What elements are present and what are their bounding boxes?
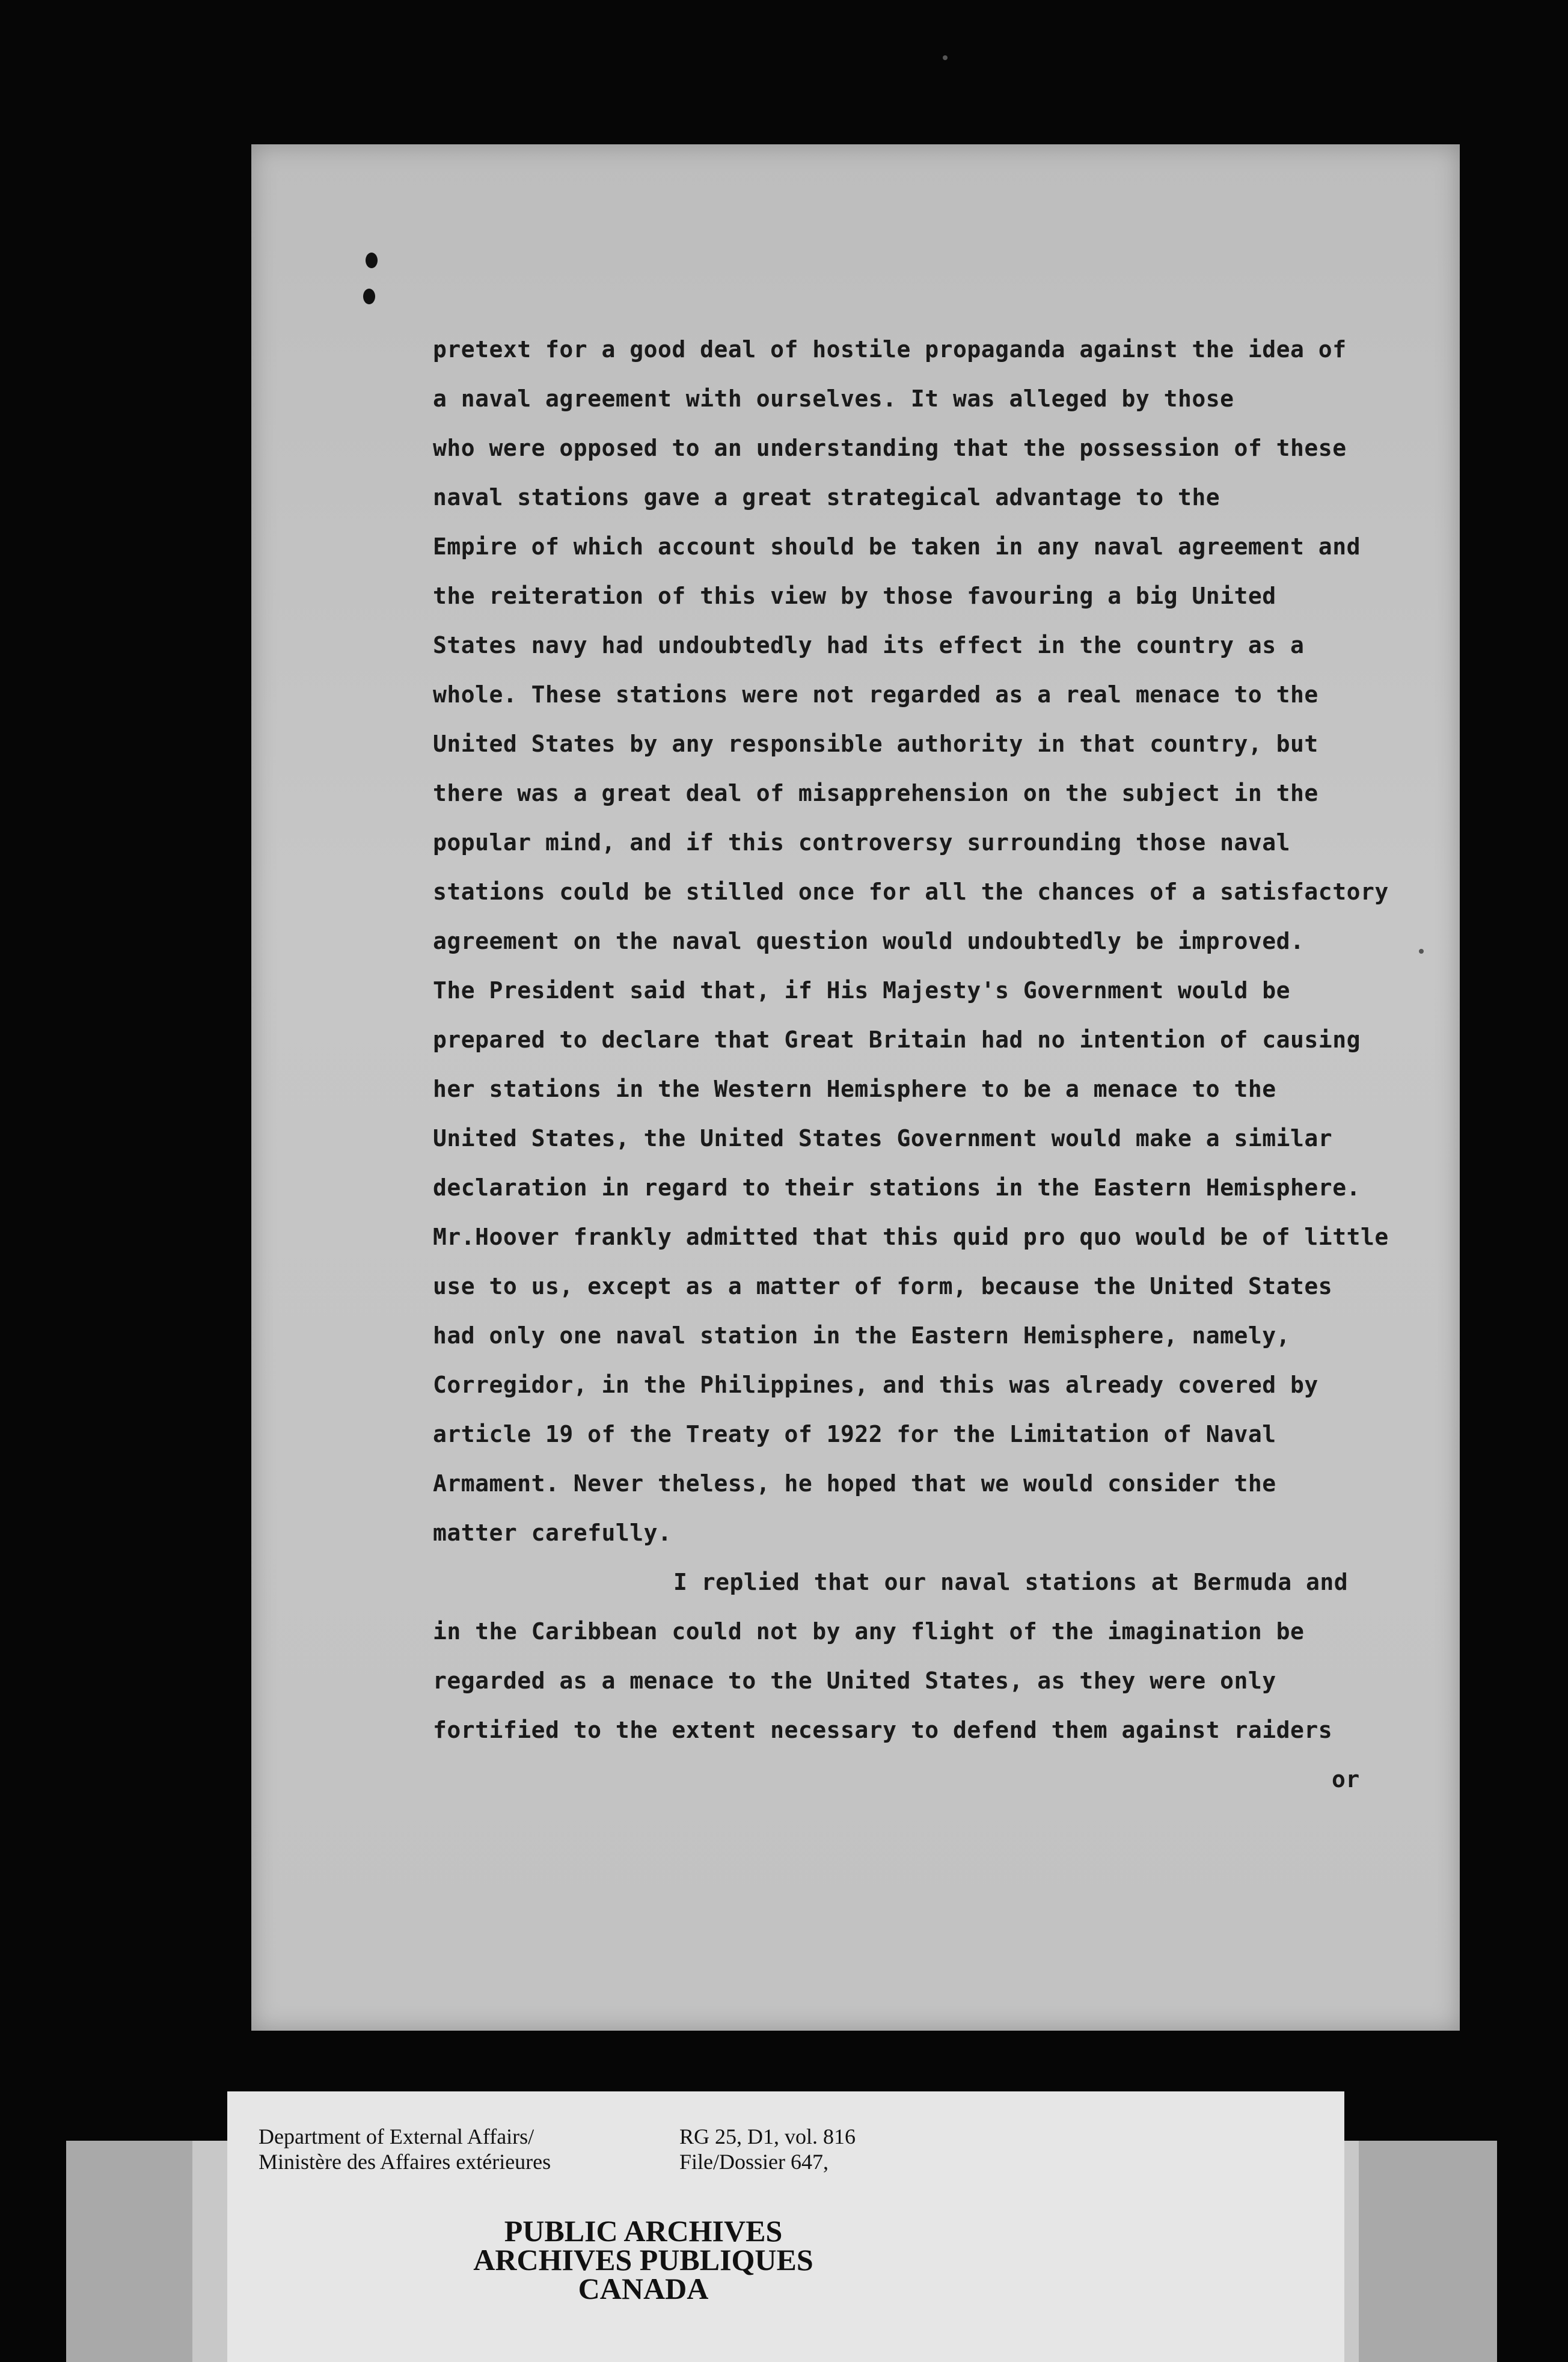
text-line: article 19 of the Treaty of 1922 for the Limitation of Naval	[433, 1421, 1276, 1447]
text-line: Corregidor, in the Philippines, and this was already covered by	[433, 1372, 1318, 1398]
text-line: stations could be stilled once for all the chances of a satisfactory	[433, 879, 1389, 905]
record-group: RG 25, D1, vol. 816	[679, 2124, 856, 2149]
text-line: declaration in regard to their stations in the Eastern Hemisphere.	[433, 1174, 1361, 1201]
film-speck	[1419, 949, 1424, 954]
reference-block	[679, 2124, 856, 2174]
text-line: regarded as a menace to the United States, as they were only	[433, 1667, 1276, 1694]
film-speck	[943, 55, 948, 60]
text-line: had only one naval station in the Eastern Hemisphere, namely,	[433, 1322, 1291, 1349]
document-page	[251, 144, 1460, 2031]
department-block	[259, 2124, 551, 2174]
text-line: Empire of which account should be taken in any naval agreement and	[433, 533, 1361, 560]
text-line: there was a great deal of misapprehension on the subject in the	[433, 780, 1318, 806]
text-line: popular mind, and if this controversy surrounding those naval	[433, 829, 1291, 856]
label-tab-right	[1359, 2141, 1497, 2362]
punch-hole-bottom	[363, 289, 375, 304]
archives-en: PUBLIC ARCHIVES	[504, 2214, 783, 2248]
text-line: in the Caribbean could not by any flight of the imagination be	[433, 1618, 1305, 1645]
label-tab-left	[66, 2141, 192, 2362]
text-line: her stations in the Western Hemisphere to be a menace to the	[433, 1076, 1276, 1102]
text-line: prepared to declare that Great Britain had no intention of causing	[433, 1026, 1361, 1053]
text-line: pretext for a good deal of hostile propaganda against the idea of	[433, 336, 1347, 363]
text-line: I replied that our naval stations at Bermuda and	[673, 1569, 1349, 1595]
archives-country: CANADA	[578, 2272, 709, 2305]
text-line: States navy had undoubtedly had its effect in the country as a	[433, 632, 1305, 658]
text-line: fortified to the extent necessary to defend them against raiders	[433, 1717, 1333, 1743]
department-fr: Ministère des Affaires extérieures	[259, 2150, 551, 2174]
text-line: the reiteration of this view by those favouring a big United	[433, 583, 1276, 609]
text-line: United States, the United States Government would make a similar	[433, 1125, 1333, 1152]
archives-stamp	[337, 2216, 950, 2303]
text-line: Mr.Hoover frankly admitted that this quid pro quo would be of little	[433, 1224, 1389, 1250]
text-line: United States by any responsible authority in that country, but	[433, 731, 1318, 757]
catchword: or	[1332, 1766, 1360, 1793]
archives-fr: ARCHIVES PUBLIQUES	[473, 2243, 813, 2277]
punch-hole-top	[366, 253, 378, 268]
text-line: use to us, except as a matter of form, because the United States	[433, 1273, 1333, 1299]
text-line: a naval agreement with ourselves. It was alleged by those	[433, 385, 1234, 412]
text-line: naval stations gave a great strategical advantage to the	[433, 484, 1220, 511]
file-dossier: File/Dossier 647,	[679, 2150, 828, 2174]
text-line: who were opposed to an understanding that the possession of these	[433, 435, 1347, 461]
text-line: Armament. Never theless, he hoped that we would consider the	[433, 1470, 1276, 1497]
text-line: matter carefully.	[433, 1520, 672, 1546]
department-en: Department of External Affairs/	[259, 2124, 534, 2149]
typed-letter-body	[433, 325, 1431, 1804]
text-line: The President said that, if His Majesty's Government would be	[433, 977, 1291, 1004]
text-line: whole. These stations were not regarded as a real menace to the	[433, 681, 1318, 708]
text-line: agreement on the naval question would undoubtedly be improved.	[433, 928, 1305, 954]
